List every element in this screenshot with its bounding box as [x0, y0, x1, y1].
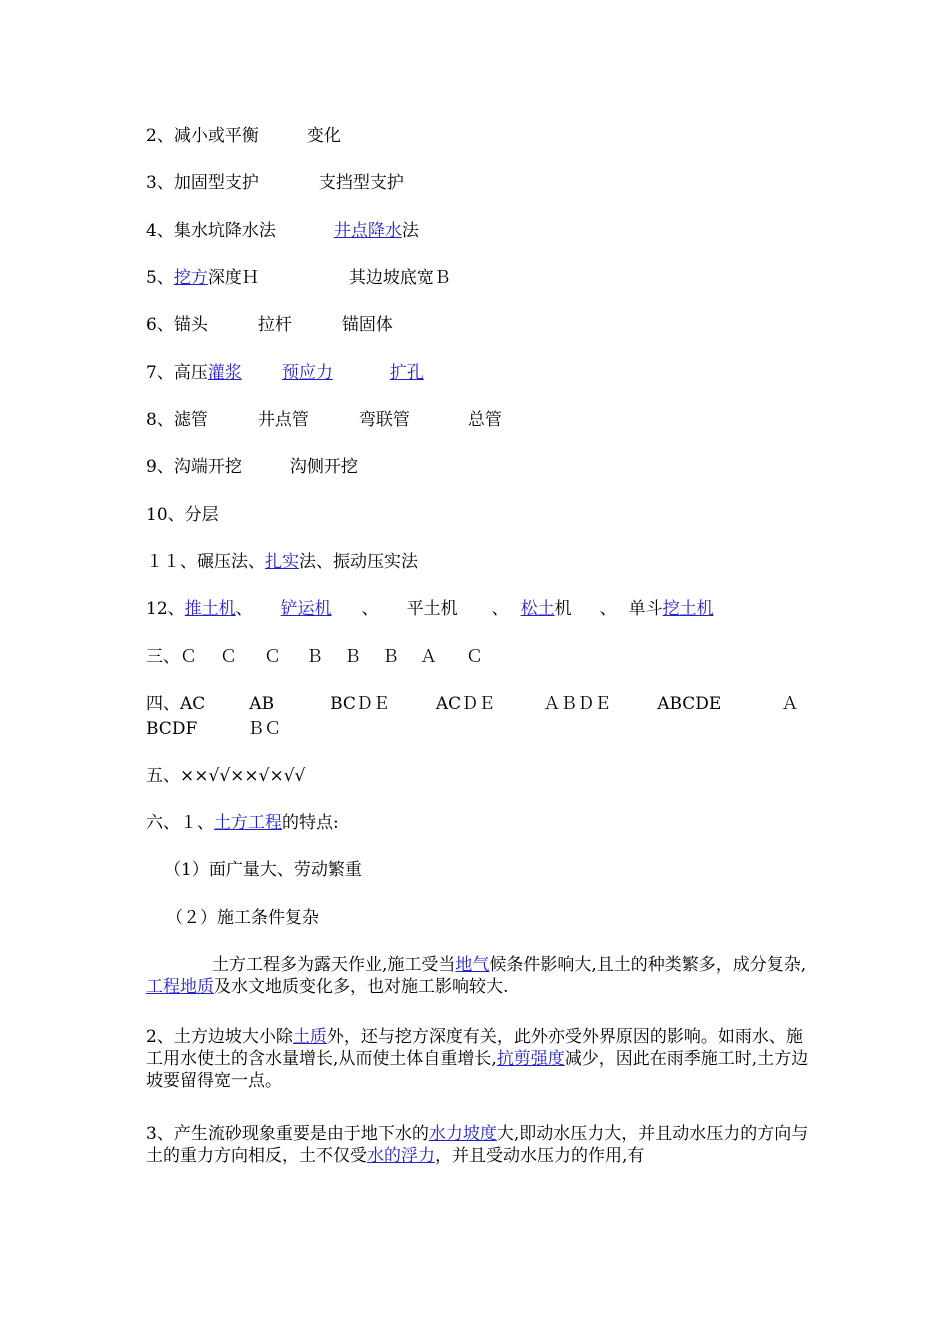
text: 机	[554, 599, 572, 619]
text: 、	[361, 599, 379, 619]
choice: Ｂ	[382, 647, 399, 667]
answer-line-5	[146, 267, 451, 289]
text: 及水文地质变化多，也对施工影响较大.	[214, 977, 509, 997]
choice: Ａ	[420, 647, 437, 667]
text: 拉杆	[257, 315, 292, 335]
answer-line-6	[146, 314, 393, 336]
link-shuili-podu[interactable]: 水力坡度	[428, 1124, 497, 1144]
choice: ＡＢＤＥ	[543, 694, 612, 714]
text: （２）施工条件复杂	[166, 908, 319, 928]
text: 、	[235, 599, 253, 619]
paragraph-3	[146, 1123, 818, 1167]
point-2	[166, 907, 319, 929]
answer-line-11	[146, 551, 418, 573]
answer-line-3	[146, 172, 404, 194]
link-tuituji[interactable]: 推土机	[184, 599, 236, 619]
text: 的特点:	[282, 813, 339, 833]
text: 变化	[306, 126, 341, 146]
section-six-heading	[146, 812, 339, 834]
text: １１、碾压法、	[146, 552, 265, 572]
section-five-answers	[146, 765, 305, 787]
text: 四、AC	[146, 694, 206, 714]
text: 减少，因此在雨季施工时,土方边坡要留得宽一点。	[146, 1049, 809, 1091]
text: 3、加固型支护	[146, 173, 259, 193]
choice: BCＤＥ	[330, 694, 390, 714]
text: 大,即动水压力大，并且动水压力的方向与土的重力方向相反，土不仅受	[146, 1124, 809, 1166]
text: 其边坡底宽Ｂ	[348, 268, 451, 288]
text: 9、沟端开挖	[146, 457, 242, 477]
text: 平土机	[406, 599, 458, 619]
paragraph-1	[146, 954, 818, 998]
choice: Ｃ	[264, 647, 281, 667]
answer-line-7	[146, 362, 424, 384]
link-chanyunji[interactable]: 铲运机	[280, 599, 332, 619]
link-kuokong[interactable]: 扩孔	[389, 363, 424, 383]
text: 、	[599, 599, 617, 619]
text: 法、振动压实法	[299, 552, 418, 572]
choice: Ｃ	[466, 647, 483, 667]
answer-line-10	[146, 504, 219, 526]
text: 3、产生流砂现象重要是由于地下水的	[146, 1124, 429, 1144]
text: 5、	[146, 268, 174, 288]
link-watuji[interactable]: 挖土机	[662, 599, 714, 619]
paragraph-2	[146, 1026, 818, 1092]
link-shui-de-fuli[interactable]: 水的浮力	[367, 1146, 435, 1166]
choice: Ａ	[781, 694, 799, 714]
link-diqi[interactable]: 地气	[455, 955, 490, 975]
text: 总管	[467, 410, 502, 430]
answer-line-2	[146, 125, 341, 147]
text: 候条件影响大,且土的种类繁多，成分复杂,	[489, 955, 807, 975]
choice: Ｂ	[344, 647, 361, 667]
text: 土方工程多为露天作业,施工受当	[212, 955, 456, 975]
text: ，并且受动水压力的作用,有	[435, 1146, 645, 1166]
text: 12、	[146, 599, 185, 619]
answer-line-9	[146, 456, 358, 478]
text: 三、	[146, 647, 180, 667]
choice: ABCDE	[657, 694, 722, 714]
text: 井点管	[257, 410, 309, 430]
text: （1）面广量大、劳动繁重	[164, 860, 362, 880]
text: 、	[491, 599, 509, 619]
point-1	[164, 859, 362, 881]
text: 外，还与挖方深度有关，此外亦受外界原因的影响。如雨水、施工用水使土的含水量增长,从而使土体自重增长,	[146, 1027, 803, 1069]
text: 法	[401, 221, 419, 241]
answer-line-4	[146, 220, 419, 242]
text: 六、１、	[146, 813, 214, 833]
text: 五、××√√××√×√√	[146, 766, 306, 786]
text: 弯联管	[358, 410, 410, 430]
text: 深度Ｈ	[207, 268, 259, 288]
choice: Ｃ	[180, 647, 197, 667]
choice: ACＤＥ	[435, 694, 496, 714]
text: 单斗	[628, 599, 663, 619]
text: 2、土方边坡大小除	[146, 1027, 293, 1047]
choice: Ｃ	[220, 647, 237, 667]
link-jingdian-jiangshui[interactable]: 井点降水	[333, 221, 402, 241]
text: 锚固体	[341, 315, 393, 335]
link-yingli[interactable]: 预应力	[281, 363, 333, 383]
text: 10、分层	[146, 505, 219, 525]
text: 支挡型支护	[318, 173, 404, 193]
text: 沟侧开挖	[289, 457, 358, 477]
section-four-answers-row2	[146, 718, 281, 740]
text: 6、锚头	[146, 315, 208, 335]
link-wafang[interactable]: 挖方	[173, 268, 208, 288]
text: 4、集水坑降水法	[146, 221, 276, 241]
choice: ＢＣ	[247, 719, 282, 739]
text: 7、高压	[146, 363, 208, 383]
section-four-answers-row1	[146, 693, 798, 715]
link-tuzhi[interactable]: 土质	[292, 1027, 327, 1047]
section-three-answers	[146, 646, 483, 668]
choice: AB	[249, 694, 275, 714]
link-songtu[interactable]: 松土	[520, 599, 555, 619]
answer-line-12	[146, 598, 714, 620]
link-tufang-gongcheng[interactable]: 土方工程	[214, 813, 282, 833]
text: 2、减小或平衡	[146, 126, 259, 146]
link-kangjian-qiangdu[interactable]: 抗剪强度	[496, 1049, 565, 1069]
text: 8、滤管	[146, 410, 208, 430]
link-guanjiang[interactable]: 灌浆	[207, 363, 242, 383]
link-gongcheng-dizhi[interactable]: 工程地质	[146, 977, 214, 997]
link-zhashi[interactable]: 扎实	[265, 552, 299, 572]
answer-line-8	[146, 409, 502, 431]
choice: Ｂ	[306, 647, 323, 667]
choice: BCDF	[146, 719, 198, 739]
